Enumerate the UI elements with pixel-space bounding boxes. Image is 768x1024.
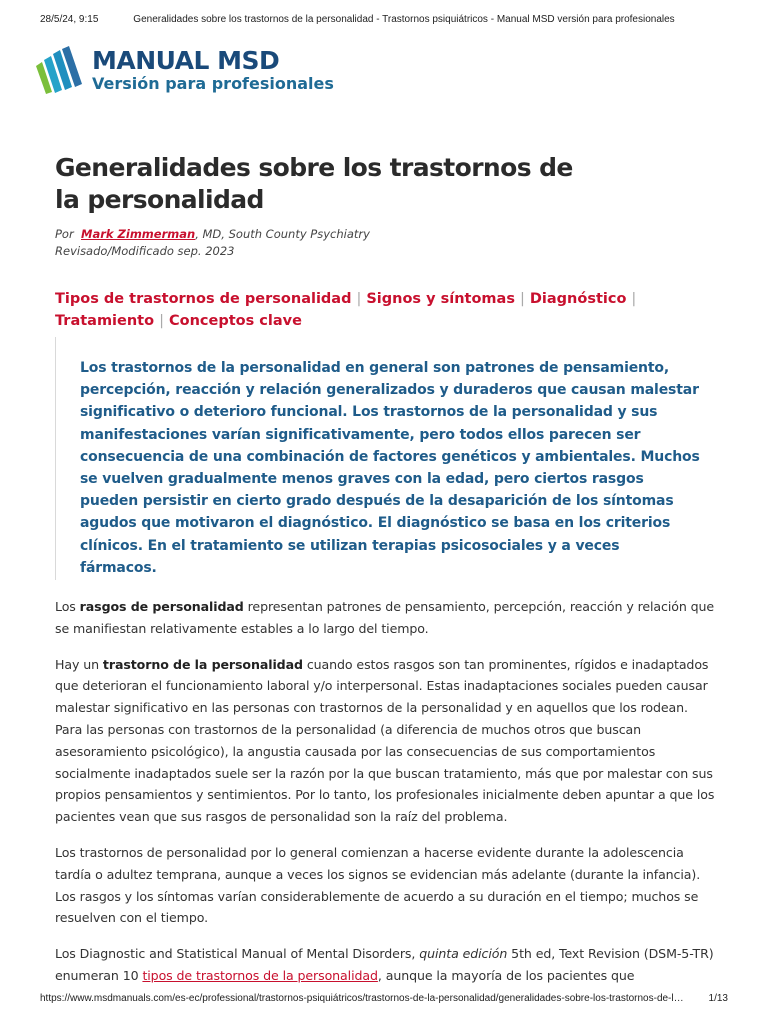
page-number: 1/13: [708, 993, 728, 1004]
author-affiliation: , MD, South County Psychiatry: [195, 227, 370, 241]
print-doc-title: Generalidades sobre los trastornos de la personalidad - Trastornos psiquiátricos - Manual MSD versión para profesionales: [133, 14, 675, 25]
print-date: 28/5/24, 9:15: [40, 14, 99, 25]
text: , aunque la mayoría de los pacientes que: [377, 967, 635, 983]
revised-date: Revisado/Modificado sep. 2023: [55, 244, 235, 258]
nav-separator: |: [519, 291, 525, 307]
print-header: [40, 14, 728, 25]
text: Los: [55, 599, 80, 614]
msd-manual-logo[interactable]: [34, 44, 334, 96]
nav-separator: |: [631, 291, 637, 307]
text: cuando estos rasgos son tan prominentes, rígidos e inadaptados que deterioran el funcionamiento laboral y/o interpersonal. Estas inadaptaciones sociales pueden causar malestar significativo en las personas con trastornos de la personalidad y en aquellos que los rodean. Para las personas con trastornos de la personalidad (a diferencia de muchos otros que buscan asesoramiento psicológico), la angustia causada por las consecuencias de sus comportamientos socialmente inadaptados suele ser la razón por la que buscan tratamiento, más que por malestar con sus propios pensamientos y sentimientos. Por lo tanto, los profesionales inicialmente deben apuntar a que los pacientes vean que sus rasgos de personalidad son la raíz del problema.: [55, 656, 715, 825]
article-body: [55, 596, 715, 1001]
logo-brand: MANUAL MSD: [92, 46, 280, 75]
logo-tagline: Versión para profesionales: [92, 74, 334, 93]
text: representan patrones de pensamiento, percepción, reacción y relación que se manifiestan relativamente estables a lo largo del tiempo.: [55, 599, 715, 636]
bold-term: rasgos de personalidad: [79, 599, 244, 614]
topic-link-diagnostico[interactable]: Diagnóstico: [529, 291, 627, 307]
italic-text: quinta edición: [419, 946, 508, 962]
personality-types-link[interactable]: tipos de trastornos de la personalidad: [142, 967, 378, 983]
author-link[interactable]: Mark Zimmerman: [81, 227, 196, 241]
paragraph-2: [55, 654, 715, 828]
page-title: Generalidades sobre los trastornos de la personalidad: [55, 153, 573, 214]
topic-nav: [55, 288, 675, 332]
byline: [55, 226, 370, 260]
paragraph-3: Los trastornos de personalidad por lo general comienzan a hacerse evidente durante la adolescencia tardía o adultez temprana, aunque a veces los signos se evidencian más adelante (durante la infancia). Los rasgos y los síntomas varían considerablemente de acuerdo a su duración en el tiempo; muchos se resuelven con el tiempo.: [55, 844, 701, 926]
topic-link-tratamiento[interactable]: Tratamiento: [55, 313, 155, 329]
paragraph-4: [55, 943, 715, 987]
print-url: https://www.msdmanuals.com/es-ec/professional/trastornos-psiquiátricos/trastornos-de-la-personalidad/generalidades-sobre-los-trastornos-de-l…: [40, 993, 684, 1004]
text: 5th ed, Text Revision (DSM-5-TR) enumeran 10: [55, 946, 714, 983]
summary-text: Los trastornos de la personalidad en general son patrones de pensamiento, percepción, reacción y relación generalizados y duraderos que causan malestar significativo o deterioro funcional. Los trastornos de la personalidad y sus manifestaciones varían significativamente, pero todos ellos parecen ser consecuencia de una combinación de factores genéticos y ambientales. Muchos se vuelven gradualmente menos graves con la edad, pero ciertos rasgos pueden persistir en cierto grado después de la desaparición de los síntomas agudos que motivaron el diagnóstico. El diagnóstico se basa en los criterios clínicos. En el tratamiento se utilizan terapias psicosociales y a veces fármacos.: [80, 360, 700, 576]
text: Los Diagnostic and Statistical Manual of Mental Disorders,: [55, 946, 420, 962]
topic-link-conceptos[interactable]: Conceptos clave: [168, 313, 302, 329]
msd-logo-icon: [34, 44, 86, 96]
by-prefix: Por: [55, 227, 74, 241]
text: Hay un: [55, 656, 103, 672]
summary-box: [55, 337, 701, 580]
nav-separator: |: [159, 313, 164, 329]
nav-separator: |: [356, 291, 362, 307]
paragraph-1: [55, 596, 715, 640]
bold-term: trastorno de la personalidad: [102, 656, 303, 672]
topic-link-tipos[interactable]: Tipos de trastornos de personalidad: [55, 291, 352, 307]
topic-link-signos[interactable]: Signos y síntomas: [366, 291, 515, 307]
print-footer: [40, 993, 728, 1004]
